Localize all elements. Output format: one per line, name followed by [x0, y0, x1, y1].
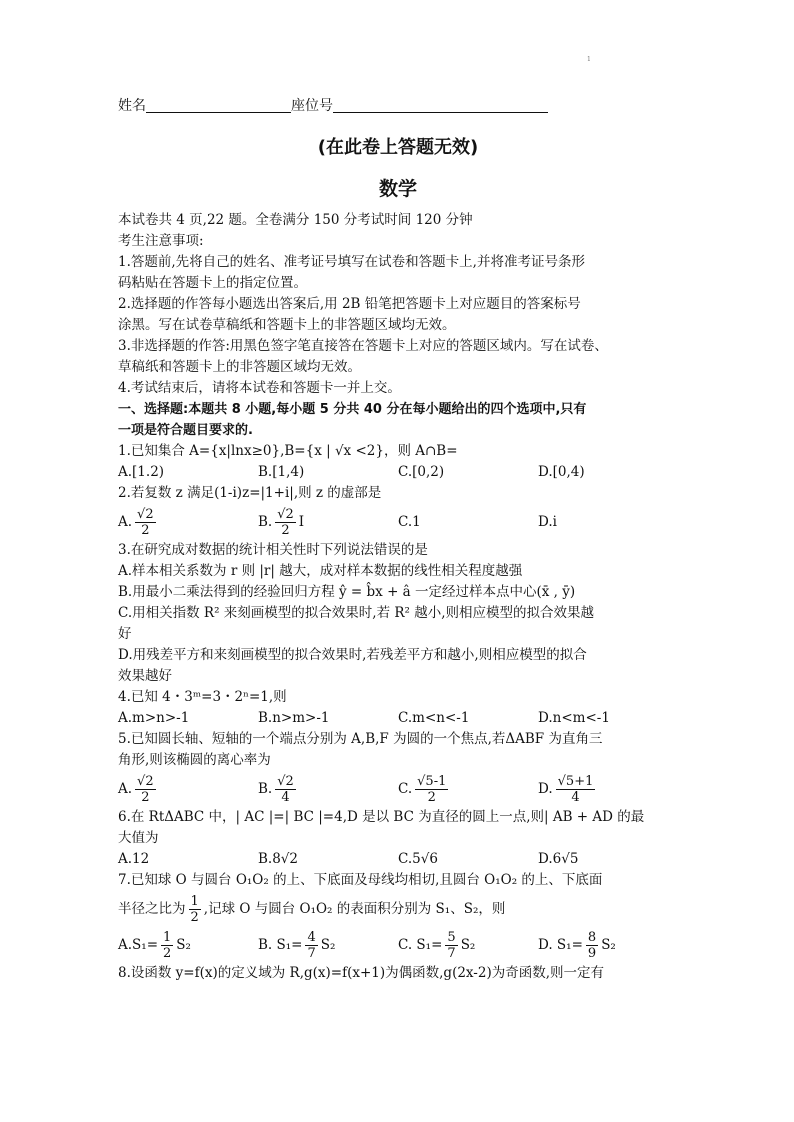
page-mark: 1 — [587, 56, 591, 63]
notes-title: 考生注意事项: — [118, 233, 204, 249]
fraction-numerator: √2 — [277, 507, 294, 522]
fraction-denominator: 2 — [141, 523, 150, 538]
question-1-stem: 1.已知集合 A={x|lnx≥0},B={x | √x <2}，则 A∩B= — [118, 443, 458, 459]
option-d-prefix: D. S₁= — [538, 937, 583, 953]
option-a-prefix: A.S₁= — [118, 937, 159, 953]
fraction-numerator: √5+1 — [557, 774, 594, 789]
option-d — [538, 771, 678, 807]
option-a: A.12 — [118, 851, 150, 867]
question-7-stem-continued — [118, 891, 678, 927]
option-a-prefix: A. — [118, 781, 133, 797]
option-d: D.i — [538, 514, 557, 530]
exam-content — [118, 96, 678, 984]
fraction-denominator: 2 — [190, 910, 199, 925]
question-5-options — [118, 771, 678, 807]
question-2-stem: 2.若复数 z 满足(1-i)z=|1+i|,则 z 的虚部是 — [118, 485, 382, 501]
option-a: A.[1.2) — [118, 464, 165, 480]
option-c: C.m<n<-1 — [398, 710, 470, 726]
option-a — [118, 927, 258, 963]
exam-summary: 本试卷共 4 页,22 题。全卷满分 150 分考试时间 120 分钟 — [118, 212, 473, 228]
fraction — [586, 930, 598, 961]
option-b-prefix: B. S₁= — [258, 937, 303, 953]
fraction-denominator: 2 — [163, 946, 172, 961]
option-d: D.[0,4) — [538, 464, 585, 480]
option-b-prefix: B. — [258, 781, 273, 797]
option-c: C.[0,2) — [398, 464, 445, 480]
option-c-prefix: C. S₁= — [398, 937, 443, 953]
fraction-numerator: √2 — [277, 774, 294, 789]
question-6-options — [118, 849, 678, 870]
note-line: 码粘贴在答题卡上的指定位置。 — [118, 275, 307, 291]
fraction-numerator: √2 — [137, 507, 154, 522]
option-a: A.m>n>-1 — [118, 710, 190, 726]
question-5-stem: 5.已知圆长轴、短轴的一个端点分别为 A,B,F 为圆的一个焦点,若ΔABF 为直角三 — [118, 731, 603, 747]
subject-title: 数学 — [378, 178, 417, 200]
fraction-denominator: 2 — [141, 790, 150, 805]
invalid-notice: (在此卷上答题无效) — [317, 137, 479, 158]
seat-field[interactable] — [333, 97, 548, 113]
option-c-prefix: C. — [398, 781, 413, 797]
note-line: 4.考试结束后，请将本试卷和答题卡一并上交。 — [118, 380, 401, 396]
option-c-suffix: S₂ — [460, 937, 476, 953]
option-b — [258, 771, 398, 807]
question-1-options — [118, 462, 678, 483]
option-b: B.8√2 — [258, 851, 298, 867]
question-5-stem-continued: 角形,则该椭圆的离心率为 — [118, 752, 271, 768]
name-label: 姓名 — [118, 98, 146, 114]
note-line: 涂黑。写在试卷草稿纸和答题卡上的非答题区域均无效。 — [118, 317, 456, 333]
option-c-continued: 好 — [118, 626, 132, 642]
option-d-suffix: S₂ — [601, 937, 616, 953]
option-c: C.1 — [398, 514, 421, 530]
option-c: C.用相关指数 R² 来刻画模型的拟合效果时,若 R² 越小,则相应模型的拟合效果越 — [118, 605, 595, 621]
fraction — [189, 894, 201, 925]
option-c — [398, 771, 538, 807]
option-d: D.n<m<-1 — [538, 710, 610, 726]
question-3-stem: 3.在研究成对数据的统计相关性时下列说法错误的是 — [118, 542, 428, 558]
note-line: 草稿纸和答题卡上的非答题区域均无效。 — [118, 359, 361, 375]
option-b — [258, 927, 398, 963]
note-line: 2.选择题的作答每小题选出答案后,用 2B 铅笔把答题卡上对应题目的答案标号 — [118, 296, 581, 312]
question-4-options — [118, 708, 678, 729]
fraction — [445, 930, 457, 961]
option-a-suffix: S₂ — [176, 937, 191, 953]
fraction-denominator: 2 — [281, 523, 290, 538]
question-7-options — [118, 927, 678, 963]
fraction — [135, 507, 156, 538]
option-a-prefix: A. — [118, 514, 133, 530]
note-line: 1.答题前,先将自己的姓名、准考证号填写在试卷和答题卡上,并将准考证号条形 — [118, 254, 585, 270]
fraction — [275, 507, 296, 538]
fraction-numerator: 8 — [587, 930, 597, 945]
fraction-denominator: 7 — [307, 946, 316, 961]
seat-label: 座位号 — [291, 98, 333, 114]
option-d-continued: 效果越好 — [118, 668, 172, 684]
student-info-row — [118, 96, 678, 118]
section-title: 一、选择题:本题共 8 小题,每小题 5 分共 40 分在每小题给出的四个选项中,只有 — [118, 402, 587, 417]
question-4-stem: 4.已知 4・3ᵐ=3・2ⁿ=1,则 — [118, 689, 287, 705]
fraction — [135, 774, 156, 805]
section-title: 一项是符合题目要求的. — [118, 423, 253, 438]
option-b — [258, 504, 398, 540]
option-d-prefix: D. — [538, 781, 553, 797]
option-b: B.[1,4) — [258, 464, 305, 480]
fraction-denominator: 4 — [571, 790, 580, 805]
option-d: D.6√5 — [538, 851, 579, 867]
fraction-denominator: 4 — [281, 790, 290, 805]
question-2-options — [118, 504, 678, 540]
question-6-stem: 6.在 RtΔABC 中，| AC |=| BC |=4,D 是以 BC 为直径的圆上一点,则| AB + AD 的最 — [118, 809, 645, 825]
fraction — [305, 930, 317, 961]
option-b-suffix: I — [298, 514, 305, 530]
option-d: D.用残差平方和来刻画模型的拟合效果时,若残差平方和越小,则相应模型的拟合 — [118, 647, 587, 663]
fraction-denominator: 7 — [447, 946, 456, 961]
name-field[interactable] — [146, 97, 291, 113]
option-a — [118, 504, 258, 540]
note-line: 3.非选择题的作答:用黑色签字笔直接答在答题卡上对应的答题区域内。写在试卷、 — [118, 338, 608, 354]
fraction — [556, 774, 596, 805]
fraction-numerator: 1 — [190, 894, 199, 909]
fraction-numerator: √5-1 — [417, 774, 447, 789]
fraction-denominator: 9 — [587, 946, 597, 961]
option-c — [398, 927, 538, 963]
fraction — [275, 774, 296, 805]
question-6-stem-continued: 大值为 — [118, 830, 159, 846]
option-c: C.5√6 — [398, 851, 438, 867]
question-7-stem-post: ,记球 O 与圆台 O₁O₂ 的表面积分别为 S₁、S₂，则 — [203, 901, 506, 917]
option-a: A.样本相关系数为 r 则 |r| 越大，成对样本数据的线性相关程度越强 — [118, 563, 523, 579]
fraction-numerator: 5 — [447, 930, 456, 945]
question-8-stem: 8.设函数 y=f(x)的定义域为 R,g(x)=f(x+1)为偶函数,g(2x-2)为奇函数,则一定有 — [118, 965, 605, 981]
option-d — [538, 927, 678, 963]
option-b: B.用最小二乘法得到的经验回归方程 ŷ = b̂x + â 一定经过样本点中心(x̄ , ȳ) — [118, 584, 576, 600]
option-b-prefix: B. — [258, 514, 273, 530]
fraction-denominator: 2 — [427, 790, 436, 805]
option-b-suffix: S₂ — [320, 937, 336, 953]
fraction-numerator: 1 — [163, 930, 172, 945]
question-7-stem: 7.已知球 O 与圆台 O₁O₂ 的上、下底面及母线均相切,且圆台 O₁O₂ 的上、下底面 — [118, 872, 603, 888]
option-b: B.n>m>-1 — [258, 710, 330, 726]
question-7-stem-pre: 半径之比为 — [118, 901, 186, 917]
option-a — [118, 771, 258, 807]
fraction-numerator: √2 — [137, 774, 154, 789]
fraction-numerator: 4 — [307, 930, 316, 945]
fraction — [161, 930, 173, 961]
fraction — [415, 774, 448, 805]
